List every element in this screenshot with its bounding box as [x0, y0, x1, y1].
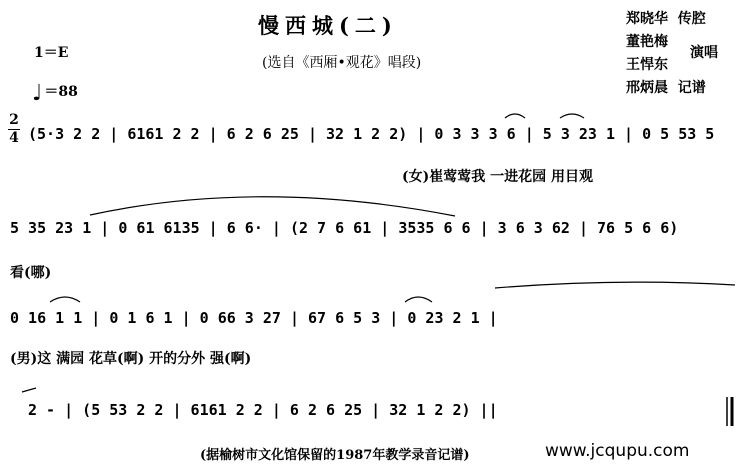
credit-name: 邢炳晨 [626, 80, 668, 96]
key-signature: 1＝E [34, 45, 69, 61]
quarter-note-icon: ♩ [32, 80, 43, 106]
credit-name: 郑晓华 [626, 11, 668, 27]
notation-line-3: 0 16 1 1 | 0 1 6 1 | 0 66 3 27 | 67 6 5 3 | 0 23 2 1 | [10, 309, 498, 327]
lyric-line-1: (女)崔莺莺我 一进花园 用目观 [402, 169, 593, 185]
credit-name: 董艳梅 [626, 34, 668, 50]
notation-line-4: 2 - | (5 53 2 2 | 6161 2 2 | 6 2 6 25 | 32 1 2 2) || [28, 401, 498, 419]
credit-role: 演唱 [690, 45, 718, 61]
time-signature: 2 4 [9, 112, 19, 146]
song-title: 慢西城(二) [258, 13, 398, 38]
notation-line-2: 5 35 23 1 | 0 61 6135 | 6 6· | (2 7 6 61 | 3535 6 6 | 3 6 3 62 | 76 5 6 6) [10, 219, 679, 237]
source-note: (据榆树市文化馆保留的1987年教学录音记谱) [200, 448, 470, 463]
credit-role: 传腔 [677, 11, 706, 27]
tempo-marking: ♩ ＝88 [32, 80, 78, 106]
song-subtitle: (选自《西厢•观花》唱段) [262, 55, 422, 71]
lyric-line-3: (男)这 满园 花草(啊) 开的分外 强(啊) [10, 351, 252, 367]
lyric-line-2: 看(哪) [10, 265, 52, 281]
credit-role: 记谱 [677, 80, 706, 96]
website-watermark: www.jcqupu.com [545, 441, 690, 461]
notation-line-1: (5·3 2 2 | 6161 2 2 | 6 2 6 25 | 32 1 2 2) | 0 3 3 3 6 | 5 3 23 1 | 0 5 53 5 [28, 125, 715, 143]
credit-name: 王悍东 [626, 57, 668, 73]
